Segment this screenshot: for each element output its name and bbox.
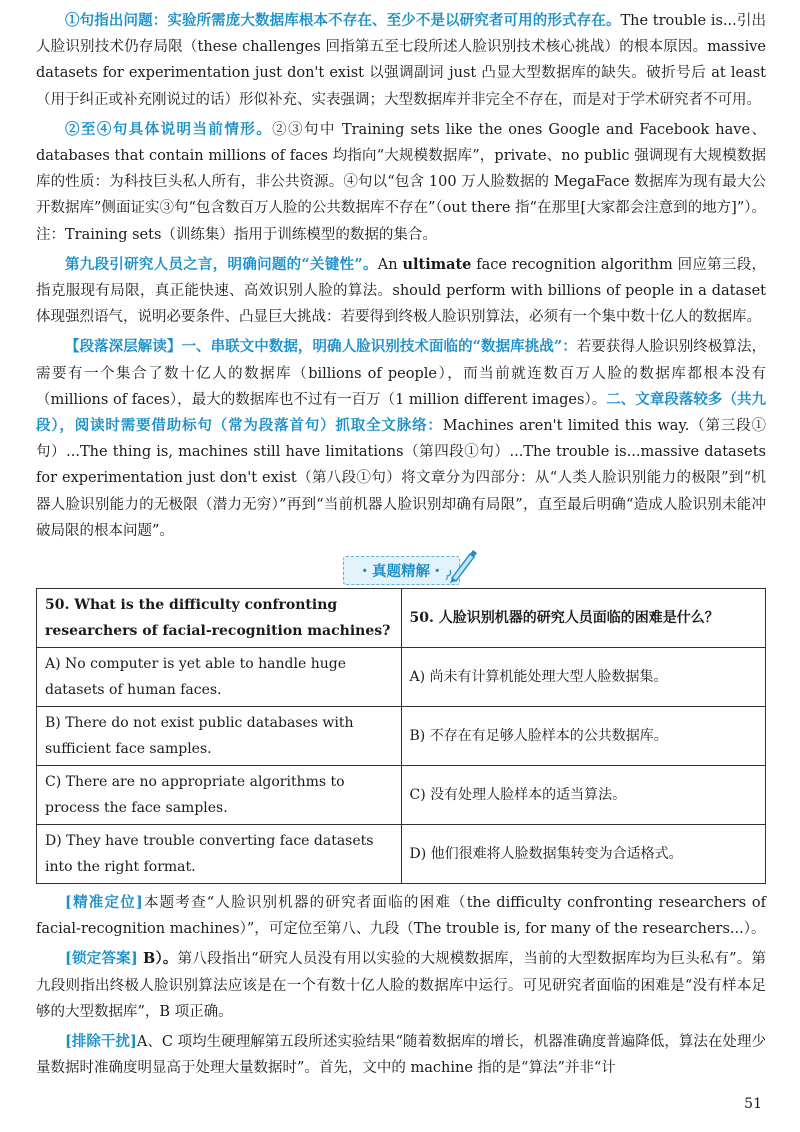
option-a-en: A) No computer is yet able to handle huge datasets of human faces.: [37, 648, 402, 707]
analysis-answer-letter: B）。: [137, 950, 178, 968]
question-table: [36, 588, 766, 884]
section-banner-label: ・真题精解・: [343, 556, 460, 585]
paragraph-3-pre: An: [377, 256, 403, 273]
option-c-en: C) There are no appropriate algorithms to process the face samples.: [37, 766, 402, 825]
paragraph-3-keyword: ultimate: [402, 255, 472, 273]
analysis-answer-body: 第八段指出“研究人员没有用以实验的大规模数据库，当前的大型数据库均为巨头私有”。第九段则指出终极人脸识别算法应该是在一个有数十亿人脸的数据库中运行。可见研究者面临的困难是“没有样本足够的大型数据库”，B 项正确。: [36, 951, 766, 1020]
option-d-en: D) They have trouble converting face datasets into the right format.: [37, 825, 402, 884]
analysis-locate-tag: [精准定位]: [65, 894, 143, 912]
paragraph-1-lead: ①句指出问题：实验所需庞大数据库根本不存在、至少不是以研究者可用的形式存在。: [65, 12, 621, 29]
paragraph-2: [36, 117, 766, 248]
analysis-answer: [36, 946, 766, 1025]
analysis-locate: [36, 890, 766, 942]
analysis-exclude-body: A、C 项均生硬理解第五段所述实验结果“随着数据库的增长，机器准确度普遍降低，算法在处理少量数据时准确度明显高于处理大量数据时”。首先，文中的 machine 指的是“算法”并非“计: [36, 1034, 766, 1077]
deep-reading-body-2: Machines aren't limited this way.（第三段①句）...The thing is, machines still have limitations（第四段①句）...The trouble is...massive datasets for experimentation just don't exist（第八段①句）将文章分为四部分：从“人类人脸识别能力的极限”到“机器人脸识别能力的无极限（潜力无穷）”再到“当前机器人脸识别却确有局限”，直至最后明确“造成人脸识别未能冲破局限的根本问题”。: [36, 418, 766, 539]
option-c-zh: C) 没有处理人脸样本的适当算法。: [401, 766, 766, 825]
option-row-c: [37, 766, 766, 825]
deep-reading-heading-1: 一、串联文中数据，明确人脸识别技术面临的“数据库挑战”：: [181, 338, 577, 356]
paragraph-1: [36, 8, 766, 113]
question-stem-en: 50. What is the difficulty confronting researchers of facial-recognition machines?: [37, 589, 402, 648]
option-b-zh: B) 不存在有足够人脸样本的公共数据库。: [401, 707, 766, 766]
deep-reading-heading-2: 二、文章段落较多（共九段），阅读时需要借助标句（常为段落首句）抓取全文脉络：: [36, 390, 767, 435]
page-content: [36, 8, 766, 1085]
analysis-locate-body: 本题考查“人脸识别机器的研究者面临的困难（the difficulty confronting researchers of facial-recognition machines）”，可定位至第八、九段（The trouble is, for many of the researchers...）。: [36, 895, 766, 938]
page-number: 51: [744, 1096, 762, 1112]
paragraph-2-body: ②③句中 Training sets like the ones Google and Facebook have、databases that contain millions of faces 均指向“大规模数据库”，private、no public 强调现有大规模数据库的性质：为科技巨头私人所有，非公共资源。④句以“包含 100 万人脸数据的 MegaFace 数据库为现有最大公开数据库”侧面证实③句“包含数百万人脸的公共数据库不存在”（out there 指“在那里[大家都会注意到的地方]”）。注：Training sets（训练集）指用于训练模型的数据的集合。: [36, 121, 766, 243]
analysis-exclude: [36, 1029, 766, 1081]
option-b-en: B) There do not exist public databases with sufficient face samples.: [37, 707, 402, 766]
option-row-a: [37, 648, 766, 707]
paragraph-1-body: The trouble is...引出人脸识别技术仍存局限（these challenges 回指第五至七段所述人脸识别技术核心挑战）的根本原因。massive datasets for experimentation just don't exist 以强调副词 just 凸显大型数据库的缺失。破折号后 at least（用于纠正或补充刚说过的话）形似补充、实表强调；大型数据库并非完全不存在，而是对于学术研究者不可用。: [36, 13, 766, 108]
option-d-zh: D) 他们很难将人脸数据集转变为合适格式。: [401, 825, 766, 884]
paragraph-3-lead: 第九段引研究人员之言，明确问题的“关键性”。: [65, 255, 378, 273]
paragraph-3: [36, 252, 766, 331]
paragraph-3-body: face recognition algorithm 回应第三段，指克服现有局限，真正能快速、高效识别人脸的算法。should perform with billions of people in a dataset 体现强烈语气，说明必要条件、凸显巨大挑战：若要得到终极人脸识别算法，必须有一个集中数十亿人的数据库。: [36, 256, 766, 326]
paragraph-2-lead: ②至④句具体说明当前情形。: [65, 120, 273, 138]
option-a-zh: A) 尚未有计算机能处理大型人脸数据集。: [401, 648, 766, 707]
deep-reading-body-1: 若要获得人脸识别终极算法，需要有一个集合了数十亿人的数据库（billions of people），而当前就连数百万人脸的数据库都根本没有（millions of faces），最大的数据库也不过有一百万（1 million different images）。: [36, 339, 766, 408]
question-stem-zh: 50. 人脸识别机器的研究人员面临的困难是什么？: [401, 589, 766, 648]
analysis-answer-tag: [锁定答案]: [65, 950, 138, 968]
pen-icon: [444, 548, 480, 584]
option-row-d: [37, 825, 766, 884]
section-banner: [36, 550, 766, 584]
analysis-exclude-tag: [排除干扰]: [65, 1033, 137, 1051]
deep-reading-tag: 【段落深层解读】: [65, 338, 182, 356]
option-row-b: [37, 707, 766, 766]
question-stem-row: [37, 589, 766, 648]
deep-reading-paragraph: [36, 334, 766, 544]
